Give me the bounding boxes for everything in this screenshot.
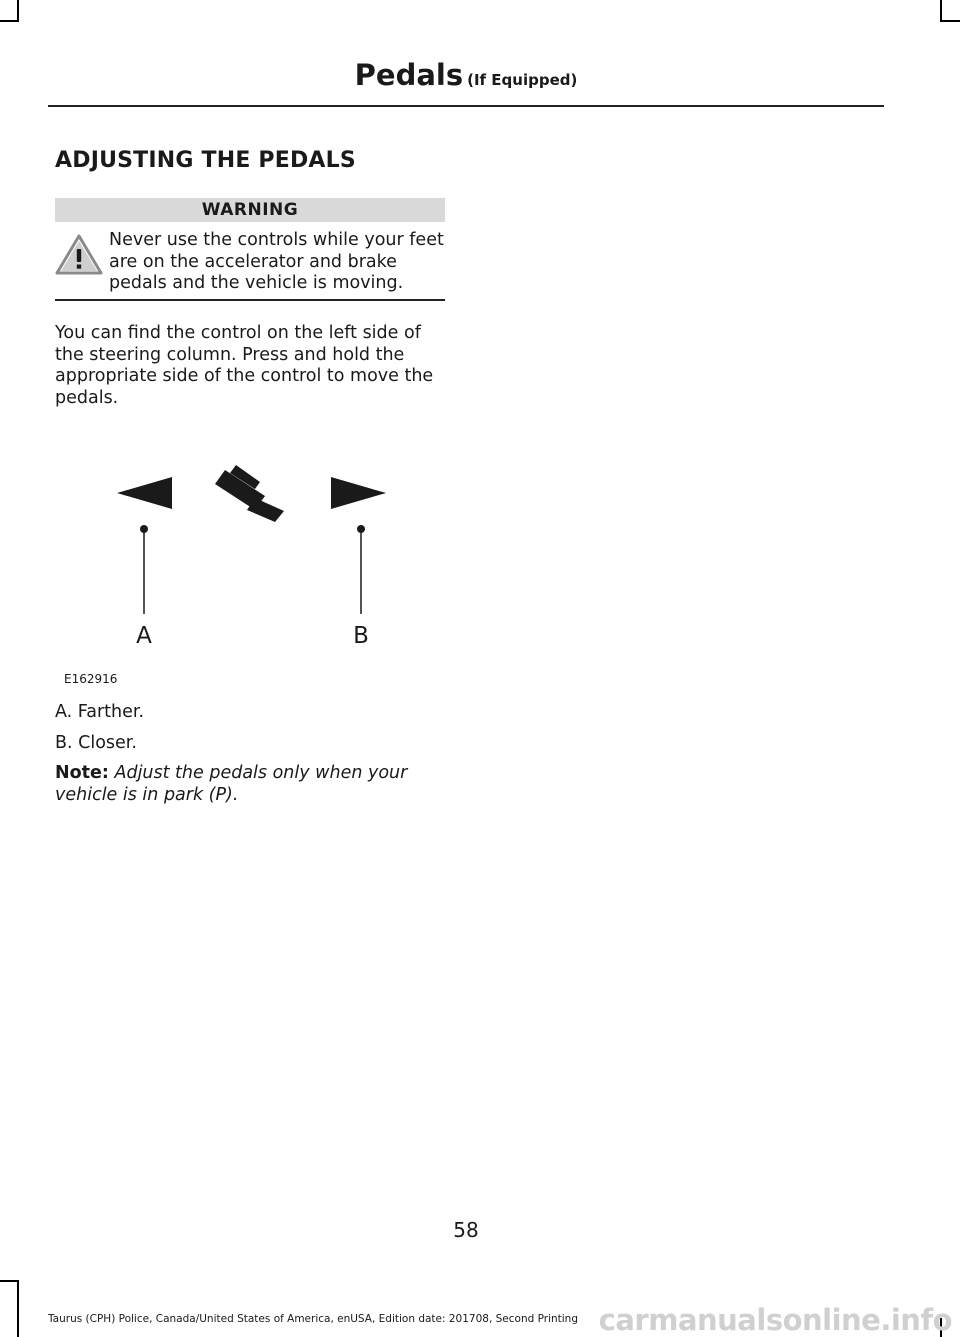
crop-mark-top-right-horizontal — [940, 20, 960, 22]
caption-b: B. Closer. — [55, 733, 137, 753]
crop-mark-top-right-vertical — [940, 0, 942, 22]
warning-rule — [55, 299, 445, 301]
arrow-right-icon — [331, 477, 386, 509]
section-title: ADJUSTING THE PEDALS — [55, 148, 356, 173]
callout-label-b: B — [353, 623, 369, 649]
header-rule — [48, 105, 884, 107]
page-header — [0, 58, 932, 92]
arrow-left-icon — [117, 477, 172, 509]
watermark: carmanualsonline.info — [598, 1303, 952, 1337]
note-text: Adjust the pedals only when your vehicle is in park (P). — [55, 763, 408, 805]
callout-label-a: A — [136, 623, 152, 649]
crop-mark-bottom-left-vertical — [17, 1280, 19, 1337]
caption-a: A. Farther. — [55, 702, 145, 722]
note-label: Note: — [55, 763, 109, 783]
pedal-control-figure — [55, 440, 445, 700]
page-number: 58 — [453, 1218, 479, 1242]
crop-mark-bottom-left-horizontal — [0, 1280, 19, 1282]
note — [55, 763, 450, 806]
crop-mark-top-left-vertical — [17, 0, 19, 22]
warning-triangle-icon — [54, 232, 104, 276]
pedal-icon — [215, 465, 284, 522]
figure-id: E162916 — [64, 672, 118, 686]
header-title: Pedals — [354, 58, 464, 92]
crop-mark-top-left-horizontal — [0, 20, 19, 22]
warning-label: WARNING — [55, 198, 445, 222]
footer-text: Taurus (CPH) Police, Canada/United States of America, enUSA, Edition date: 201708, Second Printing — [48, 1313, 578, 1325]
body-paragraph: You can find the control on the left side of the steering column. Press and hold the appropriate side of the control to move the pedals. — [55, 323, 434, 408]
warning-text: Never use the controls while your feet are on the accelerator and brake pedals and the vehicle is moving. — [109, 230, 444, 293]
header-subtitle: (If Equipped) — [467, 71, 578, 89]
